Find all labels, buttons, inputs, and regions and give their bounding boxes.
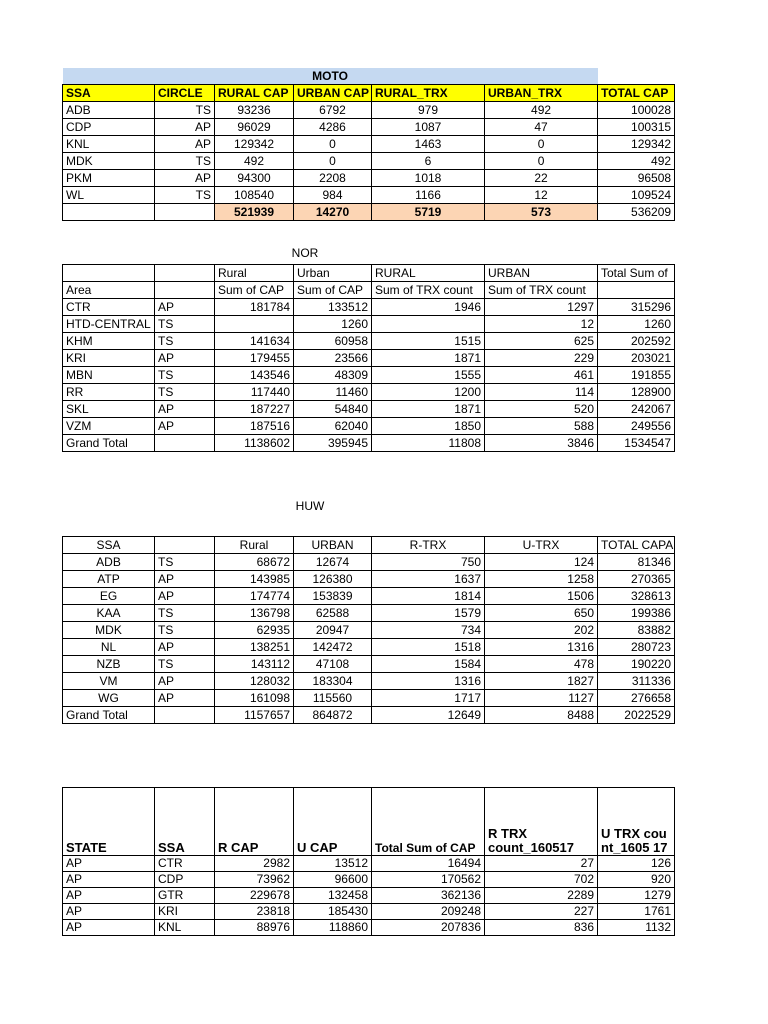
- table-cell: 1850: [372, 418, 485, 435]
- table-cell: 20947: [294, 622, 372, 639]
- table-cell: 1087: [372, 119, 485, 136]
- table-cell: 328613: [598, 588, 675, 605]
- table-cell: 2022529: [598, 707, 675, 724]
- table-cell: 94300: [215, 170, 294, 187]
- table-cell: 170562: [372, 872, 485, 888]
- table-row: [63, 170, 675, 187]
- table-row: [63, 656, 675, 673]
- table-cell: TS: [155, 316, 215, 333]
- huw-header-row: [63, 537, 675, 554]
- table-cell: KRI: [155, 904, 215, 920]
- table-cell: 47: [485, 119, 598, 136]
- table-cell: 88976: [215, 920, 294, 936]
- column-header: R CAP: [215, 788, 294, 856]
- table-cell: 62040: [294, 418, 372, 435]
- table-cell: 588: [485, 418, 598, 435]
- table-cell: 0: [485, 136, 598, 153]
- table-cell: 12674: [294, 554, 372, 571]
- table-cell: 138251: [215, 639, 294, 656]
- table-cell: AP: [63, 888, 155, 904]
- table-cell: GTR: [155, 888, 215, 904]
- table-cell: 128900: [598, 384, 675, 401]
- table-cell: 1579: [372, 605, 485, 622]
- table-cell: 179455: [215, 350, 294, 367]
- nor-table: [62, 264, 675, 452]
- table-cell: 129342: [598, 136, 675, 153]
- table-row: [63, 872, 675, 888]
- table-cell: 174774: [215, 588, 294, 605]
- state-table: [62, 787, 675, 936]
- moto-table: [62, 68, 675, 221]
- column-header: Sum of TRX count: [372, 282, 485, 299]
- table-cell: 11808: [372, 435, 485, 452]
- table-cell: 625: [485, 333, 598, 350]
- table-cell: KHM: [63, 333, 155, 350]
- column-header: CIRCLE: [155, 85, 215, 102]
- table-cell: 191855: [598, 367, 675, 384]
- table-cell: 1871: [372, 401, 485, 418]
- table-row: [63, 367, 675, 384]
- table-cell: 1127: [485, 690, 598, 707]
- nor-title: NOR: [291, 246, 319, 260]
- table-cell: 161098: [215, 690, 294, 707]
- table-cell: 54840: [294, 401, 372, 418]
- table-cell: AP: [155, 299, 215, 316]
- table-cell: 270365: [598, 571, 675, 588]
- table-row: [63, 350, 675, 367]
- table-cell: AP: [63, 904, 155, 920]
- table-row: [63, 856, 675, 872]
- table-cell: 311336: [598, 673, 675, 690]
- table-cell: TS: [155, 102, 215, 119]
- table-cell: 93236: [215, 102, 294, 119]
- table-cell: KRI: [63, 350, 155, 367]
- moto-total-row: [63, 204, 675, 221]
- moto-title: MOTO: [63, 68, 598, 85]
- table-cell: EG: [63, 588, 155, 605]
- table-cell: MBN: [63, 367, 155, 384]
- table-cell: 1827: [485, 673, 598, 690]
- table-cell: 187516: [215, 418, 294, 435]
- total-cell: 521939: [215, 204, 294, 221]
- table-cell: 12: [485, 187, 598, 204]
- table-cell: NL: [63, 639, 155, 656]
- table-cell: 650: [485, 605, 598, 622]
- table-cell: 1814: [372, 588, 485, 605]
- table-cell: 100315: [598, 119, 675, 136]
- table-cell: 68672: [215, 554, 294, 571]
- table-cell: CTR: [63, 299, 155, 316]
- column-header: TOTAL CAPA: [598, 537, 675, 554]
- table-cell: TS: [155, 622, 215, 639]
- table-cell: TS: [155, 656, 215, 673]
- table-cell: [155, 707, 215, 724]
- table-cell: 117440: [215, 384, 294, 401]
- table-cell: 1518: [372, 639, 485, 656]
- table-cell: 118860: [294, 920, 372, 936]
- table-cell: 1166: [372, 187, 485, 204]
- column-header: SSA: [63, 537, 155, 554]
- table-row: [63, 333, 675, 350]
- table-cell: AP: [63, 856, 155, 872]
- column-header: [598, 282, 675, 299]
- table-cell: 3846: [485, 435, 598, 452]
- table-cell: 141634: [215, 333, 294, 350]
- table-cell: 1637: [372, 571, 485, 588]
- table-cell: [155, 435, 215, 452]
- table-cell: 27: [485, 856, 598, 872]
- table-cell: 23818: [215, 904, 294, 920]
- table-cell: 1157657: [215, 707, 294, 724]
- table-cell: 315296: [598, 299, 675, 316]
- table-cell: 153839: [294, 588, 372, 605]
- table-row: [63, 639, 675, 656]
- table-cell: 702: [485, 872, 598, 888]
- table-cell: 1761: [598, 904, 675, 920]
- table-cell: 280723: [598, 639, 675, 656]
- table-cell: 1871: [372, 350, 485, 367]
- table-cell: 1506: [485, 588, 598, 605]
- table-cell: 129342: [215, 136, 294, 153]
- table-cell: 395945: [294, 435, 372, 452]
- column-header: Sum of CAP: [294, 282, 372, 299]
- table-row: [63, 571, 675, 588]
- table-cell: TS: [155, 333, 215, 350]
- table-cell: 836: [485, 920, 598, 936]
- table-cell: 461: [485, 367, 598, 384]
- table-cell: 73962: [215, 872, 294, 888]
- table-cell: 181784: [215, 299, 294, 316]
- column-header: [155, 265, 215, 282]
- table-cell: TS: [155, 554, 215, 571]
- table-cell: 124: [485, 554, 598, 571]
- table-cell: 1534547: [598, 435, 675, 452]
- table-cell: 1584: [372, 656, 485, 673]
- table-cell: AP: [155, 170, 215, 187]
- table-cell: 11460: [294, 384, 372, 401]
- table-cell: 1316: [372, 673, 485, 690]
- table-cell: Grand Total: [63, 707, 155, 724]
- table-cell: KNL: [155, 920, 215, 936]
- table-cell: NZB: [63, 656, 155, 673]
- column-header: URBAN_TRX: [485, 85, 598, 102]
- column-header: URBAN: [485, 265, 598, 282]
- column-header: TOTAL CAP: [598, 85, 675, 102]
- table-cell: HTD-CENTRAL: [63, 316, 155, 333]
- table-cell: MDK: [63, 153, 155, 170]
- column-header: Total Sum of: [598, 265, 675, 282]
- table-cell: AP: [155, 588, 215, 605]
- column-header: SSA: [63, 85, 155, 102]
- table-row: [63, 588, 675, 605]
- table-row: [63, 316, 675, 333]
- column-header: STATE: [63, 788, 155, 856]
- table-cell: 362136: [372, 888, 485, 904]
- table-cell: 0: [294, 136, 372, 153]
- column-header: [155, 282, 215, 299]
- column-header: [63, 265, 155, 282]
- table-cell: TS: [155, 187, 215, 204]
- table-cell: 83882: [598, 622, 675, 639]
- column-header: R TRX count_160517: [485, 788, 598, 856]
- table-row: [63, 119, 675, 136]
- table-cell: 229678: [215, 888, 294, 904]
- table-cell: 520: [485, 401, 598, 418]
- table-row: [63, 384, 675, 401]
- column-header: RURAL_TRX: [372, 85, 485, 102]
- table-cell: AP: [155, 401, 215, 418]
- table-cell: CTR: [155, 856, 215, 872]
- table-cell: 12649: [372, 707, 485, 724]
- table-cell: ADB: [63, 554, 155, 571]
- table-cell: 492: [485, 102, 598, 119]
- table-row: [63, 707, 675, 724]
- table-cell: 2982: [215, 856, 294, 872]
- table-cell: 143112: [215, 656, 294, 673]
- table-cell: 1555: [372, 367, 485, 384]
- column-header: URBAN CAP: [294, 85, 372, 102]
- table-cell: 1138602: [215, 435, 294, 452]
- table-row: [63, 299, 675, 316]
- column-header: Sum of TRX count: [485, 282, 598, 299]
- table-cell: 47108: [294, 656, 372, 673]
- column-header: Area: [63, 282, 155, 299]
- table-cell: AP: [155, 350, 215, 367]
- table-row: [63, 401, 675, 418]
- table-cell: 132458: [294, 888, 372, 904]
- table-cell: 136798: [215, 605, 294, 622]
- table-cell: 187227: [215, 401, 294, 418]
- column-header: U CAP: [294, 788, 372, 856]
- column-header: R-TRX: [372, 537, 485, 554]
- total-cell: 536209: [598, 204, 675, 221]
- table-cell: 1279: [598, 888, 675, 904]
- table-cell: 1018: [372, 170, 485, 187]
- table-cell: AP: [155, 136, 215, 153]
- table-cell: 128032: [215, 673, 294, 690]
- table-cell: [215, 316, 294, 333]
- table-cell: 1260: [598, 316, 675, 333]
- table-cell: 2208: [294, 170, 372, 187]
- table-cell: 115560: [294, 690, 372, 707]
- table-cell: AP: [155, 571, 215, 588]
- table-row: [63, 554, 675, 571]
- total-cell: 573: [485, 204, 598, 221]
- table-cell: 143985: [215, 571, 294, 588]
- table-cell: Grand Total: [63, 435, 155, 452]
- table-cell: 199386: [598, 605, 675, 622]
- table-cell: 202: [485, 622, 598, 639]
- table-cell: [372, 316, 485, 333]
- table-cell: TS: [155, 367, 215, 384]
- table-cell: ATP: [63, 571, 155, 588]
- table-cell: 81346: [598, 554, 675, 571]
- total-cell: 5719: [372, 204, 485, 221]
- table-cell: 984: [294, 187, 372, 204]
- column-header: URBAN: [294, 537, 372, 554]
- table-cell: 62588: [294, 605, 372, 622]
- table-cell: 60958: [294, 333, 372, 350]
- table-cell: 12: [485, 316, 598, 333]
- table-cell: 16494: [372, 856, 485, 872]
- table-cell: 126380: [294, 571, 372, 588]
- table-row: [63, 418, 675, 435]
- column-header: Rural: [215, 265, 294, 282]
- table-cell: 114: [485, 384, 598, 401]
- table-row: [63, 153, 675, 170]
- table-row: [63, 673, 675, 690]
- table-row: [63, 435, 675, 452]
- table-cell: 979: [372, 102, 485, 119]
- column-header: Urban: [294, 265, 372, 282]
- column-header: Total Sum of CAP: [372, 788, 485, 856]
- table-row: [63, 187, 675, 204]
- table-cell: 126: [598, 856, 675, 872]
- table-cell: 4286: [294, 119, 372, 136]
- table-cell: 142472: [294, 639, 372, 656]
- table-cell: 6792: [294, 102, 372, 119]
- table-cell: AP: [155, 119, 215, 136]
- table-cell: 203021: [598, 350, 675, 367]
- table-cell: 202592: [598, 333, 675, 350]
- table-cell: 23566: [294, 350, 372, 367]
- table-cell: 185430: [294, 904, 372, 920]
- table-cell: 133512: [294, 299, 372, 316]
- table-cell: 249556: [598, 418, 675, 435]
- table-row: [63, 690, 675, 707]
- table-cell: 1717: [372, 690, 485, 707]
- table-cell: WG: [63, 690, 155, 707]
- total-cell: 14270: [294, 204, 372, 221]
- table-cell: 734: [372, 622, 485, 639]
- table-cell: 1297: [485, 299, 598, 316]
- table-cell: 276658: [598, 690, 675, 707]
- table-cell: 96600: [294, 872, 372, 888]
- table-cell: CDP: [63, 119, 155, 136]
- nor-subheader-row: [63, 282, 675, 299]
- table-cell: CDP: [155, 872, 215, 888]
- table-cell: 229: [485, 350, 598, 367]
- table-cell: AP: [155, 418, 215, 435]
- table-cell: VZM: [63, 418, 155, 435]
- table-cell: PKM: [63, 170, 155, 187]
- table-cell: 1258: [485, 571, 598, 588]
- huw-title: HUW: [295, 499, 325, 513]
- moto-header-row: [63, 85, 675, 102]
- table-cell: [155, 204, 215, 221]
- table-cell: 1260: [294, 316, 372, 333]
- column-header: Rural: [215, 537, 294, 554]
- table-cell: 227: [485, 904, 598, 920]
- table-row: [63, 605, 675, 622]
- table-cell: 8488: [485, 707, 598, 724]
- table-cell: 1463: [372, 136, 485, 153]
- table-cell: 190220: [598, 656, 675, 673]
- table-cell: 22: [485, 170, 598, 187]
- moto-title-row: [63, 68, 675, 85]
- table-cell: 96029: [215, 119, 294, 136]
- table-cell: KNL: [63, 136, 155, 153]
- table-cell: 0: [294, 153, 372, 170]
- table-cell: 207836: [372, 920, 485, 936]
- state-header-row: [63, 788, 675, 856]
- column-header: RURAL CAP: [215, 85, 294, 102]
- table-cell: 750: [372, 554, 485, 571]
- table-cell: [63, 204, 155, 221]
- table-cell: 2289: [485, 888, 598, 904]
- table-cell: 183304: [294, 673, 372, 690]
- table-row: [63, 920, 675, 936]
- table-cell: 48309: [294, 367, 372, 384]
- table-cell: AP: [63, 872, 155, 888]
- table-cell: WL: [63, 187, 155, 204]
- column-header: Sum of CAP: [215, 282, 294, 299]
- table-cell: 920: [598, 872, 675, 888]
- table-cell: 478: [485, 656, 598, 673]
- table-cell: 1200: [372, 384, 485, 401]
- table-cell: 1132: [598, 920, 675, 936]
- table-cell: AP: [63, 920, 155, 936]
- table-row: [63, 136, 675, 153]
- table-cell: 109524: [598, 187, 675, 204]
- table-cell: TS: [155, 153, 215, 170]
- column-header: RURAL: [372, 265, 485, 282]
- table-row: [63, 622, 675, 639]
- table-cell: SKL: [63, 401, 155, 418]
- table-cell: 492: [598, 153, 675, 170]
- table-cell: 209248: [372, 904, 485, 920]
- table-cell: 864872: [294, 707, 372, 724]
- table-cell: AP: [155, 639, 215, 656]
- table-cell: 6: [372, 153, 485, 170]
- table-cell: MDK: [63, 622, 155, 639]
- table-cell: VM: [63, 673, 155, 690]
- table-cell: 1515: [372, 333, 485, 350]
- table-cell: 1316: [485, 639, 598, 656]
- table-cell: 1946: [372, 299, 485, 316]
- table-row: [63, 102, 675, 119]
- huw-table: [62, 536, 675, 724]
- table-cell: TS: [155, 384, 215, 401]
- table-cell: AP: [155, 690, 215, 707]
- table-cell: 143546: [215, 367, 294, 384]
- column-header: U-TRX: [485, 537, 598, 554]
- nor-header-row: [63, 265, 675, 282]
- column-header: SSA: [155, 788, 215, 856]
- table-cell: 0: [485, 153, 598, 170]
- table-cell: 242067: [598, 401, 675, 418]
- table-cell: ADB: [63, 102, 155, 119]
- column-header: U TRX count_1605 17: [598, 788, 675, 856]
- table-cell: 62935: [215, 622, 294, 639]
- table-cell: TS: [155, 605, 215, 622]
- table-cell: 13512: [294, 856, 372, 872]
- table-cell: 492: [215, 153, 294, 170]
- table-cell: AP: [155, 673, 215, 690]
- column-header: [155, 537, 215, 554]
- table-cell: KAA: [63, 605, 155, 622]
- table-cell: 100028: [598, 102, 675, 119]
- table-row: [63, 904, 675, 920]
- table-cell: 108540: [215, 187, 294, 204]
- table-cell: RR: [63, 384, 155, 401]
- table-row: [63, 888, 675, 904]
- table-cell: 96508: [598, 170, 675, 187]
